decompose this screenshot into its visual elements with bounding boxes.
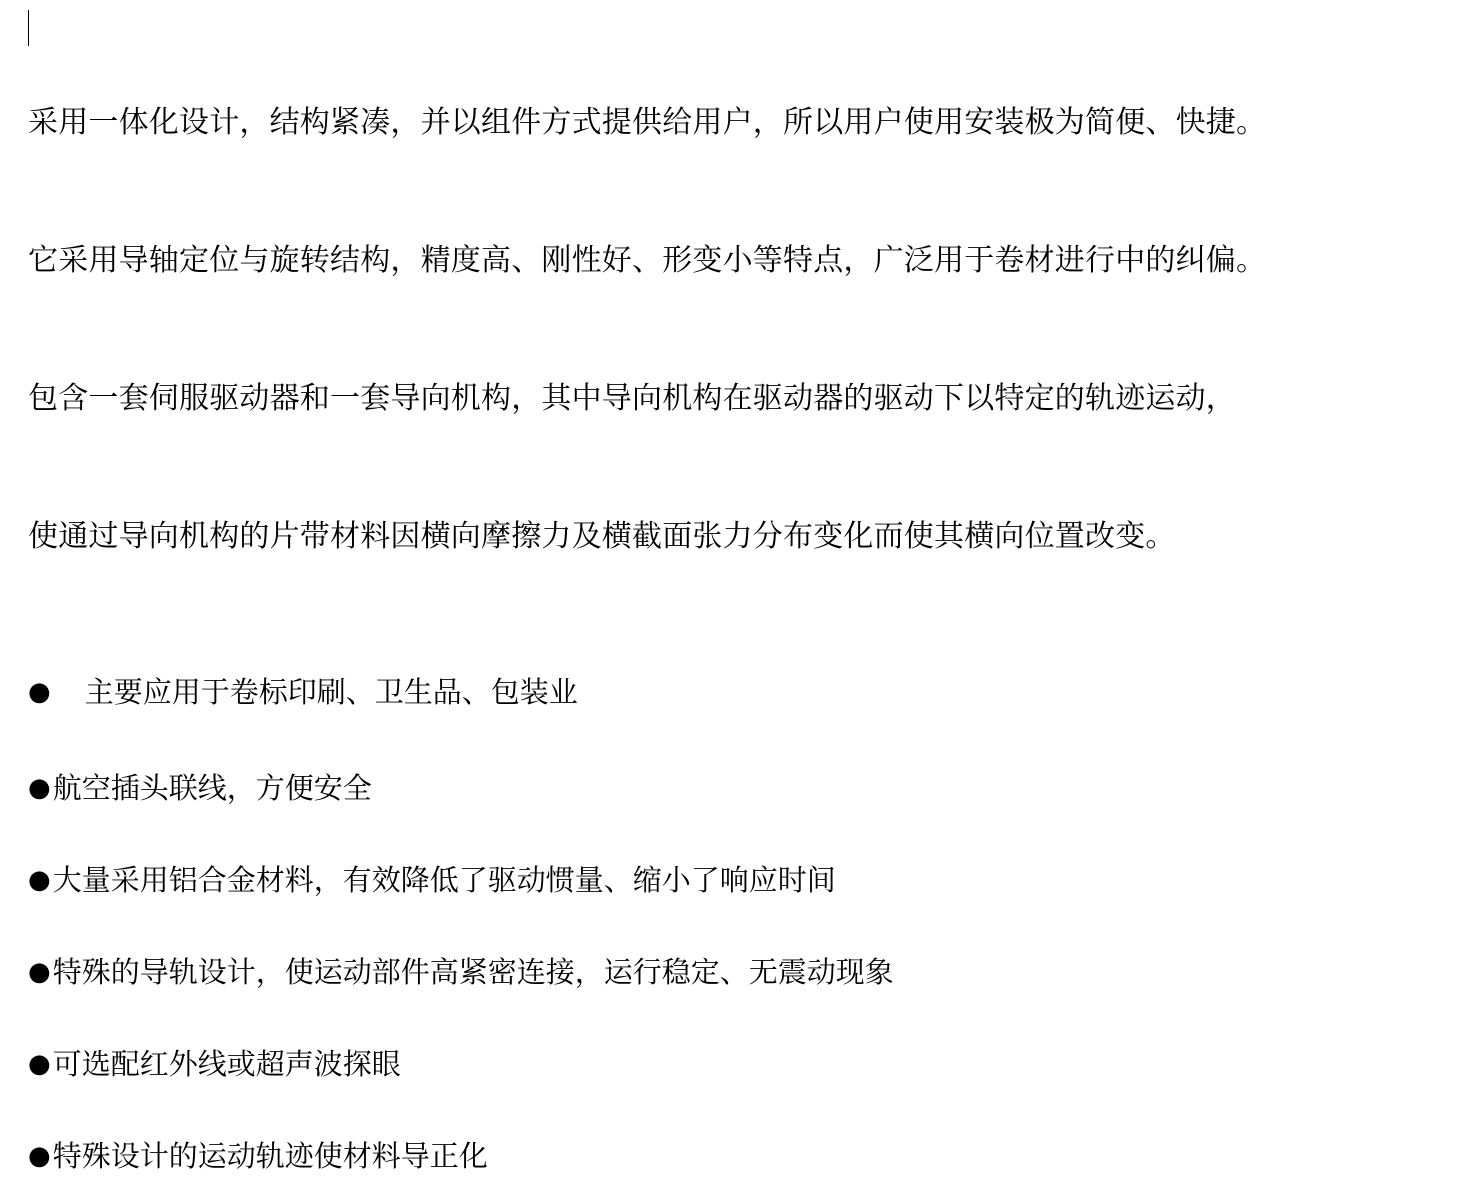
- feature-bullet-text: 航空插头联线，方便安全: [52, 771, 372, 805]
- list-item: [28, 766, 1438, 810]
- intro-line-2: 它采用导轴定位与旋转结构，精度高、刚性好、形变小等特点，广泛用于卷材进行中的纠偏。: [28, 243, 1267, 278]
- application-bullet-row: [28, 670, 1438, 714]
- blank-line-spacer: [28, 714, 1438, 766]
- bullet-dot-icon: ●: [28, 677, 51, 707]
- bullet-dot-icon: ●: [28, 865, 51, 895]
- list-item: [28, 858, 1438, 902]
- feature-bullet-text: 可选配红外线或超声波探眼: [52, 1047, 401, 1081]
- list-item: [28, 1042, 1438, 1086]
- feature-bullet-text: 大量采用铝合金材料，有效降低了驱动惯量、缩小了响应时间: [52, 863, 836, 897]
- list-item: [28, 950, 1438, 994]
- intro-line-1: 采用一体化设计，结构紧凑，并以组件方式提供给用户，所以用户使用安装极为简便、快捷。: [28, 105, 1267, 140]
- bullet-dot-icon: ●: [28, 773, 51, 803]
- feature-bullet-text: 特殊的导轨设计，使运动部件高紧密连接，运行稳定、无震动现象: [52, 955, 894, 989]
- text-caret: [28, 10, 29, 46]
- application-bullet-text: 主要应用于卷标印刷、卫生品、包装业: [84, 675, 578, 709]
- intro-line-3: 包含一套伺服驱动器和一套导向机构，其中导向机构在驱动器的驱动下以特定的轨迹运动，: [28, 381, 1236, 416]
- list-item: [28, 1134, 1438, 1178]
- bullet-dot-icon: ●: [28, 1049, 51, 1079]
- intro-paragraph: [28, 8, 1438, 652]
- bullet-dot-icon: ●: [28, 1141, 51, 1171]
- feature-bullet-text: 特殊设计的运动轨迹使材料导正化: [52, 1139, 488, 1173]
- bullet-dot-icon: ●: [28, 957, 51, 987]
- intro-line-4: 使通过导向机构的片带材料因横向摩擦力及横截面张力分布变化而使其横向位置改变。: [28, 519, 1176, 554]
